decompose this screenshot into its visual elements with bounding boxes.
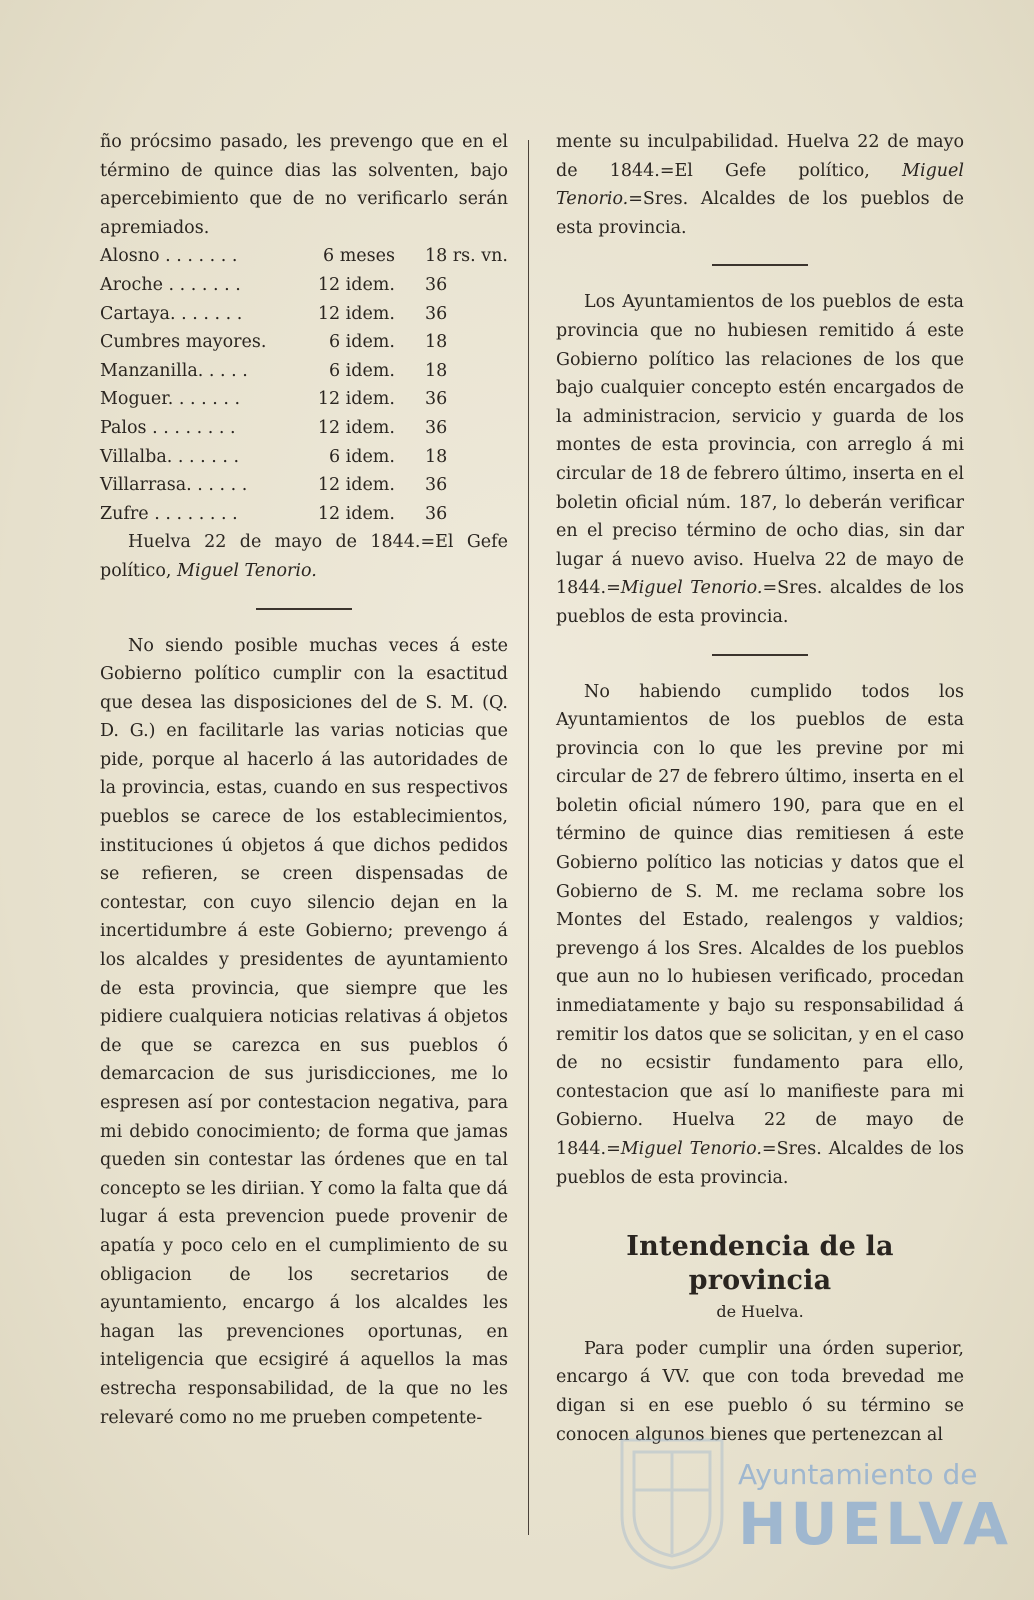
fines-amount: 36 <box>424 475 448 496</box>
fines-period: 6 idem. <box>328 446 395 467</box>
paragraph-intendencia: Para poder cumplir una órden superior, encargo á VV. que con toda brevedad me digan si en ese pueblo ó su término se conocen algunos bienes que pertenezcan al <box>556 1338 964 1445</box>
fines-town: Alosno . . . . . . . <box>100 246 238 267</box>
paragraph-notices: No siendo posible muchas veces á este Gobierno político cumplir con la esactitud que desea las disposiciones del de S. M. (Q. D. G.) en facilitarle las varias noticias que pide, porque al hacerlo á las autoridades de la provincia, estas, cuando en sus respectivos pueblos se carece de los establecimientos, instituciones ú objetos á que dichos pedidos se refieren, se creen dispensadas de contestar, con cuyo silencio dejan en la incertidumbre á este Gobierno; prevengo á los alcaldes y presidentes de ayuntamiento de esta provincia, que siempre que les pidiere cualquiera noticias relativas á objetos de que se carezca en sus pueblos ó demarcacion de sus jurisdicciones, me lo espresen así por contestacion negativa, para mi debido conocimiento; de forma que jamas queden sin contestar las órdenes que en tal concepto se les diriian. Y como la falta que dá lugar á esta prevencion puede provenir de apatía y poco celo en el cumplimiento de su obligacion de los secretarios de ayuntamiento, encargo á los alcaldes les hagan las prevenciones oportunas, en inteligencia que ecsigiré á aquellos la mas estrecha responsabilidad, de la que no les relevaré como no me prueben competente- <box>100 635 508 1428</box>
fines-row <box>100 328 508 357</box>
fines-row <box>100 414 508 443</box>
para4-signature: Miguel Tenorio. <box>620 1139 762 1159</box>
fines-row <box>100 357 508 386</box>
intro-paragraph: ño prócsimo pasado, les prevengo que en el término de quince dias las solventen, bajo apercebimiento que de no verificarlo serán apremiados. <box>100 132 508 238</box>
fines-amount: 36 <box>424 503 448 524</box>
fines-town: Manzanilla. . . . . <box>100 360 248 381</box>
para4-tail: =Sres. Alcaldes de los pueblos de esta provincia. <box>556 1139 964 1188</box>
continuation-tail: =Sres. Alcaldes de los pueblos de esta provincia. <box>556 189 964 238</box>
left-column <box>100 128 508 1432</box>
fines-town: Villalba. . . . . . . <box>100 446 240 467</box>
fines-town: Cartaya. . . . . . . <box>100 303 243 324</box>
closing-line <box>100 528 508 585</box>
paragraph-montes-data <box>556 678 964 1193</box>
fines-town: Palos . . . . . . . . <box>100 417 236 438</box>
fines-amount: 36 <box>424 303 448 324</box>
continuation-text: mente su inculpabilidad. Huelva 22 de mayo de 1844.=El Gefe político, <box>556 132 964 181</box>
closing-signature: Miguel Tenorio. <box>177 560 317 581</box>
fines-amount: 36 <box>424 274 448 295</box>
continuation-signature: Miguel Tenorio. <box>556 160 964 210</box>
fines-amount: 36 <box>424 417 448 438</box>
fines-period: 6 meses <box>323 246 395 267</box>
fines-period: 12 idem. <box>317 274 395 295</box>
continuation-paragraph <box>556 128 964 242</box>
fines-period: 12 idem. <box>317 303 395 324</box>
fines-row <box>100 271 508 300</box>
fines-period: 12 idem. <box>317 503 395 524</box>
column-divider <box>528 140 529 1535</box>
fines-period: 12 idem. <box>317 389 395 410</box>
fines-period: 12 idem. <box>317 417 395 438</box>
para3-tail: =Sres. alcaldes de los pueblos de esta provincia. <box>556 578 964 627</box>
section-separator <box>256 608 352 610</box>
fines-period: 6 idem. <box>328 360 395 381</box>
watermark-line1: Ayuntamiento de <box>738 1458 978 1491</box>
fines-period: 12 idem. <box>317 475 395 496</box>
fines-town: Cumbres mayores. <box>100 332 267 353</box>
fines-period: 6 idem. <box>328 332 395 353</box>
fines-amount: 18 <box>424 360 448 381</box>
closing-text: Huelva 22 de mayo de 1844.=El Gefe político, <box>100 532 508 581</box>
fines-amount: 36 <box>424 389 448 410</box>
fines-amount: 18 <box>424 332 448 353</box>
fines-amount: 18 rs. vn. <box>424 246 508 267</box>
para3-signature: Miguel Tenorio. <box>620 578 763 599</box>
fines-row <box>100 385 508 414</box>
para3-text: Los Ayuntamientos de los pueblos de esta provincia que no hubiesen remitido á este Gobierno político las relaciones de los que bajo cualquier concepto estén encargados de la administracion, servicio y guarda de los montes de esta provincia, con arreglo á mi circular de 18 de febrero último, inserta en el boletin oficial núm. 187, lo deberán verificar en el preciso término de ocho dias, sin dar lugar á nuevo aviso. Huelva 22 de mayo de 1844.= <box>556 292 964 599</box>
fines-amount: 18 <box>424 446 448 467</box>
section-separator <box>712 654 808 656</box>
fines-town: Moguer. . . . . . . <box>100 389 241 410</box>
fines-town: Villarrasa. . . . . . <box>100 475 248 496</box>
fines-row <box>100 443 508 472</box>
watermark-line2: HUELVA <box>738 1490 1013 1558</box>
fines-town: Zufre . . . . . . . . <box>100 503 238 524</box>
fines-row <box>100 500 508 529</box>
fines-table <box>100 242 508 528</box>
section-subheading: de Huelva. <box>716 1302 804 1322</box>
fines-town: Aroche . . . . . . . <box>100 274 241 295</box>
fines-row <box>100 242 508 271</box>
fines-row <box>100 300 508 329</box>
fines-row <box>100 471 508 500</box>
para4-text: No habiendo cumplido todos los Ayuntamientos de los pueblos de esta provincia con lo que les previne por mi circular de 27 de febrero último, inserta en el boletin oficial número 190, para que en el término de quince dias remitiesen á este Gobierno político las noticias y datos que el Gobierno de S. M. me reclama sobre los Montes del Estado, realengos y valdios; prevengo á los Sres. Alcaldes de los pueblos que aun no lo hubiesen verificado, procedan inmediatamente y bajo su responsabilidad á remitir los datos que se solicitan, y en el caso de no ecsistir fundamento para ello, contestacion que así lo manifieste para mi Gobierno. Huelva 22 de mayo de 1844.= <box>556 681 964 1159</box>
section-separator <box>712 264 808 266</box>
paragraph-montes-guards <box>556 288 964 631</box>
section-heading: Intendencia de la provincia <box>626 1231 894 1297</box>
right-column <box>556 128 964 1449</box>
